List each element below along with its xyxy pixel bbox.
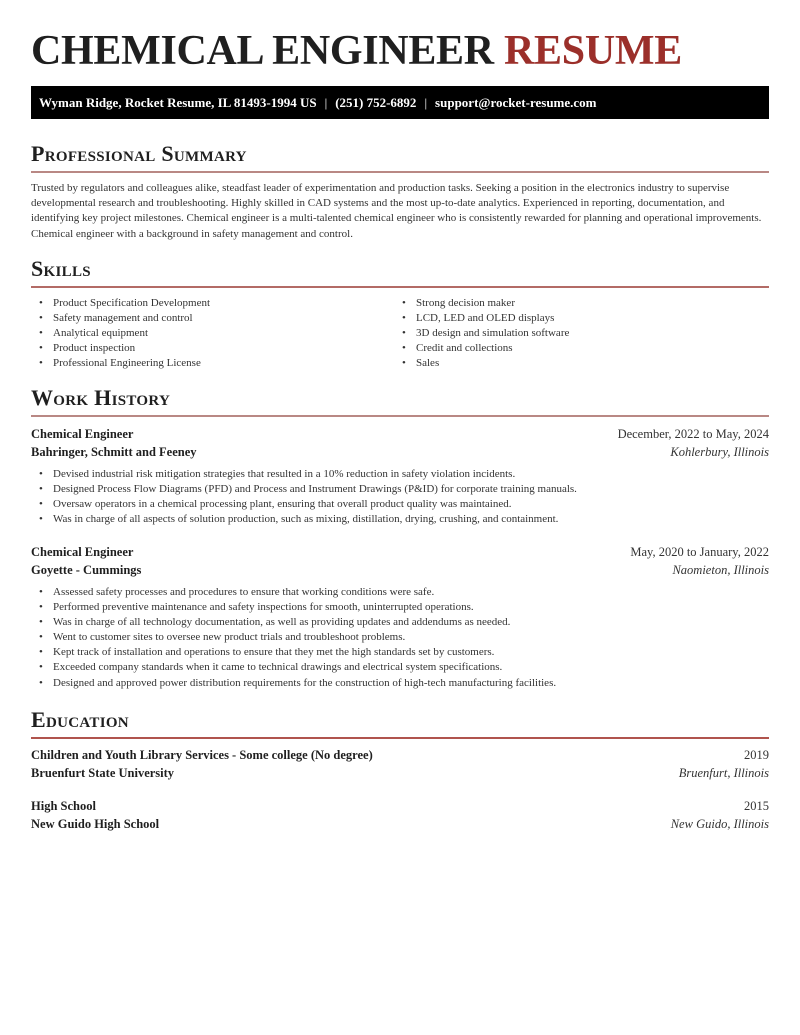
skills-list <box>31 296 769 371</box>
title-accent: RESUME <box>504 28 682 74</box>
skills-column-left <box>31 296 394 371</box>
job-bullets <box>31 467 769 527</box>
skills-column-right <box>394 296 757 371</box>
job-bullet: • Devised industrial risk mitigation strategies that resulted in a 10% reduction in safety violation incidents. <box>31 467 769 482</box>
job-company: Bahringer, Schmitt and Feeney <box>31 445 197 459</box>
job-title: Chemical Engineer <box>31 427 134 441</box>
skill-item: • Analytical equipment <box>31 326 394 341</box>
job-location: Kohlerbury, Illinois <box>670 445 769 459</box>
job-bullet: • Assessed safety processes and procedures to ensure that working conditions were safe. <box>31 585 769 600</box>
education-location: New Guido, Illinois <box>670 817 769 831</box>
job-bullet: • Was in charge of all technology documentation, as well as providing updates and addendums as needed. <box>31 615 769 630</box>
education-entry <box>31 797 769 833</box>
job-bullet: • Was in charge of all aspects of solution production, such as mixing, distillation, drying, crushing, and containment. <box>31 512 769 527</box>
education-degree: High School <box>31 799 96 813</box>
job-bullet: • Went to customer sites to oversee new product trials and troubleshoot problems. <box>31 630 769 645</box>
job-bullet: • Oversaw operators in a chemical processing plant, ensuring that overall product quality was maintained. <box>31 497 769 512</box>
contact-separator: | <box>424 95 428 110</box>
job-bullet: • Designed Process Flow Diagrams (PFD) and Process and Instrument Drawings (P&ID) for corporate training manuals. <box>31 482 769 497</box>
education-school: Bruenfurt State University <box>31 766 175 780</box>
skill-item: • LCD, LED and OLED displays <box>394 311 757 326</box>
job-bullet: • Kept track of installation and operations to ensure that they met the high standards set by customers. <box>31 645 769 660</box>
resume-title <box>31 26 682 76</box>
contact-address: Wyman Ridge, Rocket Resume, IL 81493-1994 US <box>39 95 317 110</box>
job-dates: May, 2020 to January, 2022 <box>630 545 769 559</box>
skill-item: • Sales <box>394 356 757 371</box>
contact-email[interactable]: support@rocket-resume.com <box>435 95 597 110</box>
skill-item: • Strong decision maker <box>394 296 757 311</box>
education-year: 2015 <box>744 799 769 813</box>
education-location: Bruenfurt, Illinois <box>678 766 769 780</box>
education-heading: Education <box>31 707 769 739</box>
job-entry <box>31 425 769 527</box>
contact-bar <box>31 86 769 119</box>
education-year: 2019 <box>744 748 769 762</box>
summary-heading: Professional Summary <box>31 141 769 173</box>
contact-separator: | <box>324 95 328 110</box>
education-degree: Children and Youth Library Services - Some college (No degree) <box>31 748 373 762</box>
education-entry <box>31 746 769 782</box>
skill-item: • Credit and collections <box>394 341 757 356</box>
skill-item: • Professional Engineering License <box>31 356 394 371</box>
job-location: Naomieton, Illinois <box>672 563 769 577</box>
skill-item: • 3D design and simulation software <box>394 326 757 341</box>
skill-item: • Product inspection <box>31 341 394 356</box>
job-bullet: • Designed and approved power distribution requirements for the construction of high-tech manufacturing facilities. <box>31 676 769 691</box>
job-dates: December, 2022 to May, 2024 <box>617 427 769 441</box>
job-company: Goyette - Cummings <box>31 563 142 577</box>
work-history-heading: Work History <box>31 385 769 417</box>
skills-heading: Skills <box>31 256 769 288</box>
job-title: Chemical Engineer <box>31 545 134 559</box>
job-bullet: • Exceeded company standards when it came to technical drawings and electrical system specifications. <box>31 660 769 675</box>
title-main: CHEMICAL ENGINEER <box>31 28 494 74</box>
education-school: New Guido High School <box>31 817 160 831</box>
job-bullets <box>31 585 769 691</box>
contact-phone[interactable]: (251) 752-6892 <box>335 95 417 110</box>
job-bullet: • Performed preventive maintenance and safety inspections for smooth, uninterrupted operations. <box>31 600 769 615</box>
skill-item: • Product Specification Development <box>31 296 394 311</box>
job-entry <box>31 543 769 691</box>
skill-item: • Safety management and control <box>31 311 394 326</box>
summary-text: Trusted by regulators and colleagues alike, steadfast leader of experimentation and production tasks. Seeking a position in the electronics industry to supervise developmental research and troubleshooting. Highly skilled in CAD systems and the most up-to-date analytics. Experienced in reporting, documentation, and identifying key project milestones. Chemical engineer is a multi-talented chemical engineer who is consistently rewarded for planning and operational improvements. Chemical engineer with a background in safety management and control. <box>31 182 762 240</box>
